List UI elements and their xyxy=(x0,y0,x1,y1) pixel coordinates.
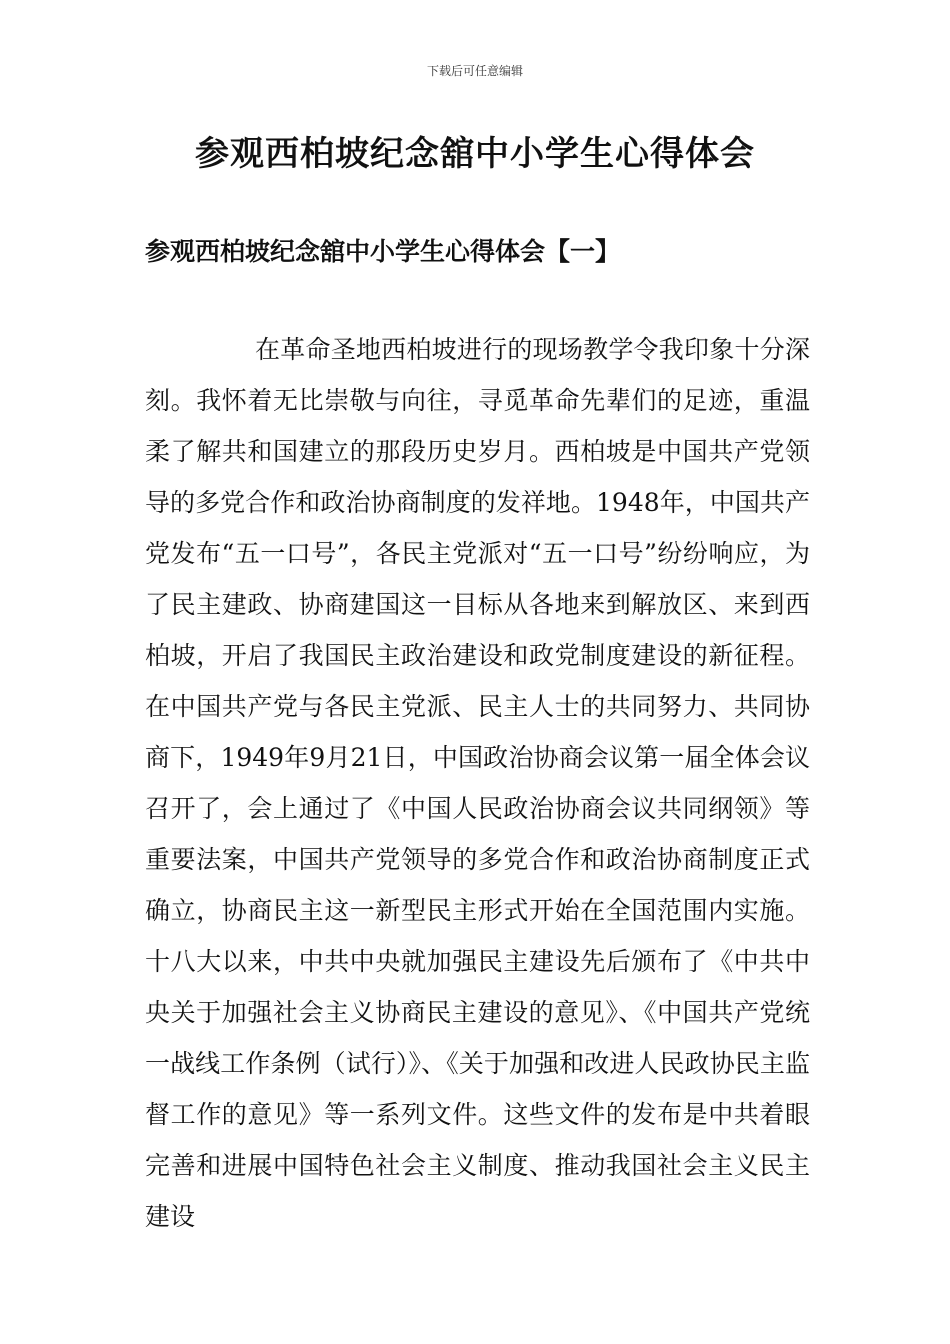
body-paragraph: 在革命圣地西柏坡进行的现场教学令我印象十分深刻。我怀着无比崇敬与向往，寻觅革命先辈们的足迹，重温柔了解共和国建立的那段历史岁月。西柏坡是中国共产党领导的多党合作和政治协商制度的发祥地。1948年，中国共产党发布“五一口号”，各民主党派对“五一口号”纷纷响应，为了民主建政、协商建国这一目标从各地来到解放区、来到西柏坡，开启了我国民主政治建设和政党制度建设的新征程。在中国共产党与各民主党派、民主人士的共同努力、共同协商下，1949年9月21日，中国政治协商会议第一届全体会议召开了，会上通过了《中国人民政治协商会议共同纲领》等重要法案，中国共产党领导的多党合作和政治协商制度正式确立，协商民主这一新型民主形式开始在全国范围内实施。十八大以来，中共中央就加强民主建设先后颁布了《中共中央关于加强社会主义协商民主建设的意见》、《中国共产党统一战线工作条例（试行）》、《关于加强和改进人民政协民主监督工作的意见》等一系列文件。这些文件的发布是中共着眼完善和进展中国特色社会主义制度、推动我国社会主义民主建设 xyxy=(145,335,810,1231)
header-note: 下载后可任意编辑 xyxy=(426,64,523,78)
section-heading: 参观西柏坡纪念舘中小学生心得体会【一】 xyxy=(145,237,621,266)
document-title: 参观西柏坡纪念舘中小学生心得体会 xyxy=(195,134,755,174)
